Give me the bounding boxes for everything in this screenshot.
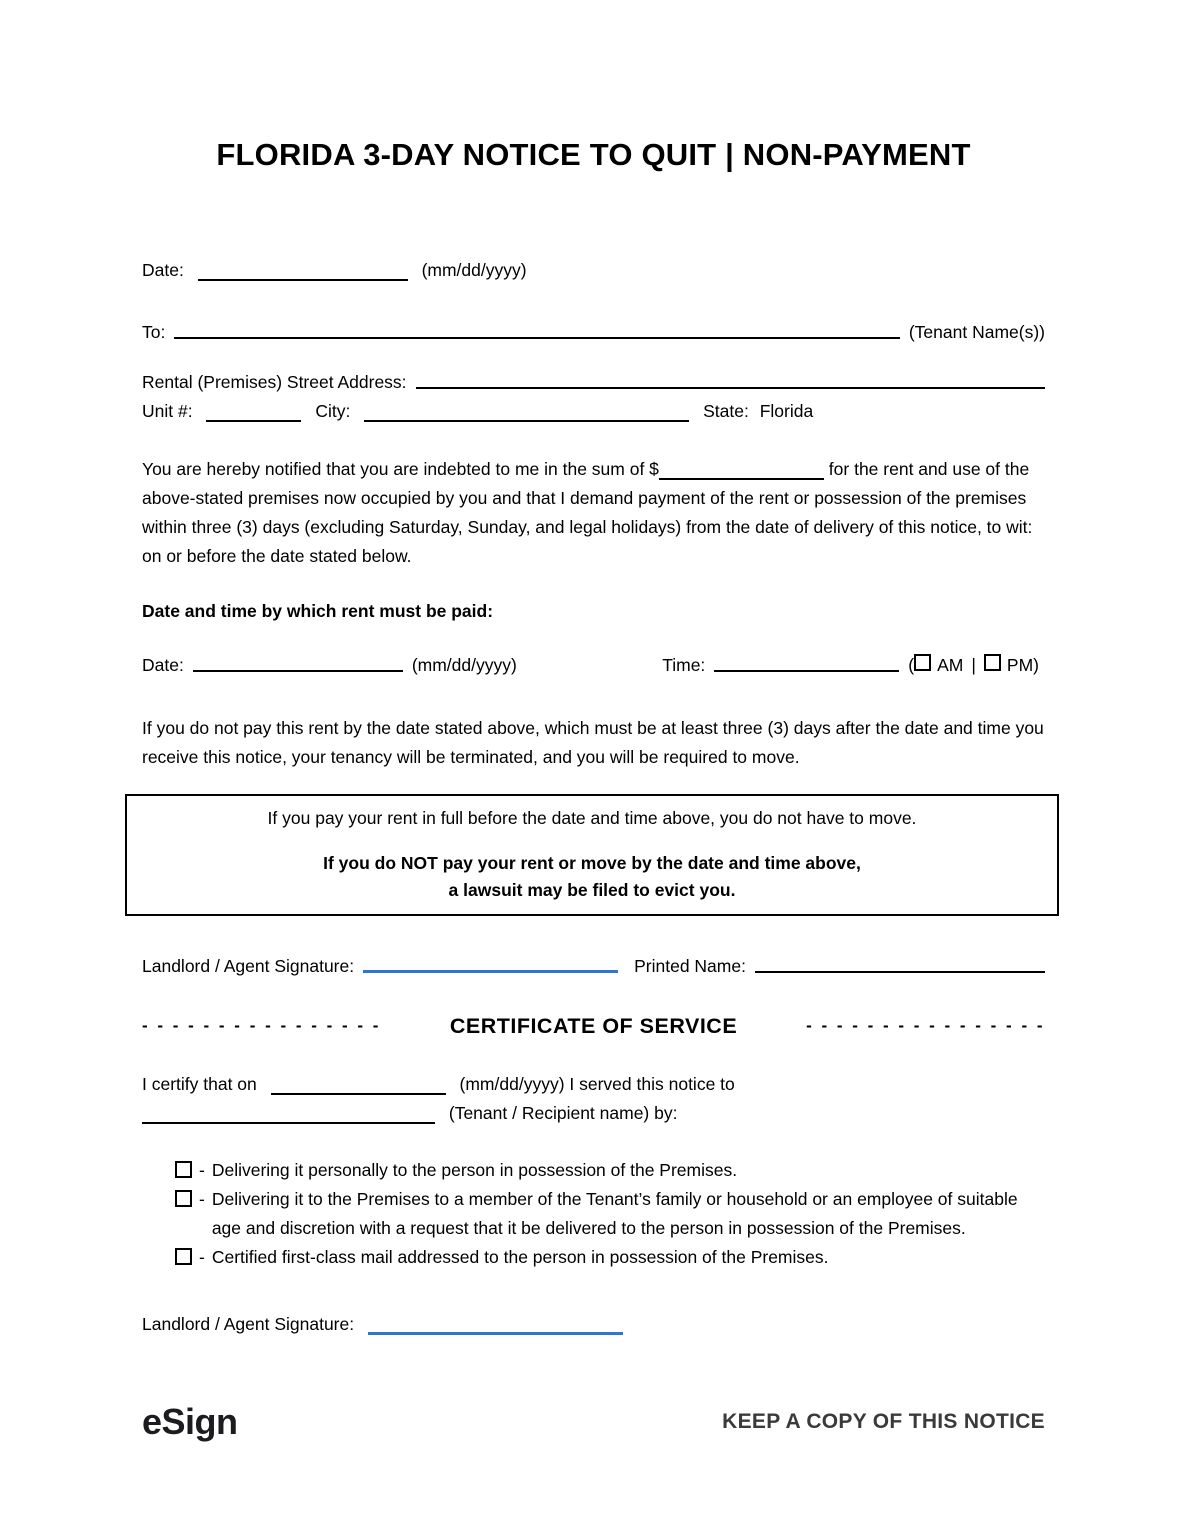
final-landlord-signature-label: Landlord / Agent Signature:: [142, 1314, 355, 1334]
rent-due-time-group: [662, 651, 1039, 680]
ampm-pipe: |: [971, 655, 976, 675]
cos-title: CERTIFICATE OF SERVICE: [449, 1014, 738, 1038]
warning-line-3: a lawsuit may be filed to evict you.: [448, 880, 736, 900]
rent-due-time-input-line[interactable]: [714, 670, 899, 672]
service-method-item-personal: [175, 1156, 1045, 1185]
certify-text-middle: (mm/dd/yyyy) I served this notice to: [459, 1074, 735, 1094]
pm-label: PM: [1006, 655, 1034, 675]
service-method-text: Delivering it personally to the person in possession of the Premises.: [211, 1160, 738, 1180]
to-row: [142, 318, 1045, 347]
indebted-text-before: You are hereby notified that you are indebted to me in the sum of $: [142, 459, 659, 479]
pm-checkbox[interactable]: [984, 654, 1001, 671]
state-label: State:: [703, 401, 749, 421]
ampm-close-paren: ): [1033, 655, 1039, 675]
date-row: [142, 256, 1045, 285]
ampm-open-paren: (: [908, 655, 915, 675]
state-value: Florida: [759, 401, 814, 421]
certify-date-input-line[interactable]: [271, 1081, 446, 1095]
cos-dashes-left: - - - - - - - - - - - - - - - -: [142, 1016, 381, 1035]
service-method-text: Delivering it to the Premises to a member of the Tenant’s family or household or an employee of suitable age and discretion with a request that it be delivered to the person in possession of the Premises.: [211, 1189, 1018, 1238]
rental-address-label: Rental (Premises) Street Address:: [142, 372, 407, 392]
unit-label: Unit #:: [142, 401, 193, 421]
service-method-item-mail: [175, 1243, 1045, 1272]
date-input-line[interactable]: [198, 267, 408, 281]
cos-dashes-right: - - - - - - - - - - - - - - - -: [806, 1016, 1045, 1035]
date-format-hint: (mm/dd/yyyy): [421, 260, 527, 280]
certify-recipient-input-line[interactable]: [142, 1110, 435, 1124]
city-input-line[interactable]: [364, 408, 689, 422]
service-method-list: [142, 1156, 1045, 1272]
keep-copy-notice: KEEP A COPY OF THIS NOTICE: [722, 1410, 1045, 1433]
landlord-signature-line[interactable]: [363, 970, 618, 973]
final-landlord-signature-line[interactable]: [368, 1320, 623, 1335]
date-label: Date:: [142, 260, 184, 280]
indebted-paragraph: [142, 455, 1045, 571]
final-signature-row: [142, 1310, 1045, 1339]
certify-paragraph: [142, 1070, 1045, 1128]
certify-text-before: I certify that on: [142, 1074, 257, 1094]
rent-due-date-group: [142, 651, 517, 680]
page-title: FLORIDA 3-DAY NOTICE TO QUIT | NON-PAYMENT: [216, 137, 971, 172]
service-method-item-household: [175, 1185, 1045, 1243]
printed-name-label: Printed Name:: [634, 956, 746, 976]
signature-row: [142, 952, 1045, 981]
bullet-dash: -: [199, 1247, 205, 1267]
to-label: To:: [142, 322, 166, 342]
warning-line-1: If you pay your rent in full before the date and time above, you do not have to move.: [267, 808, 917, 828]
warning-line-2: If you do NOT pay your rent or move by the date and time above,: [323, 853, 861, 873]
am-label: AM: [937, 655, 964, 675]
unit-input-line[interactable]: [206, 408, 301, 422]
page-footer: [142, 1401, 1045, 1443]
tenant-names-label: (Tenant Name(s)): [908, 322, 1045, 342]
rent-due-date-input-line[interactable]: [193, 670, 403, 672]
tenant-name-input-line[interactable]: [174, 337, 899, 339]
rental-address-row: [142, 368, 1045, 397]
city-label: City:: [315, 401, 351, 421]
household-delivery-checkbox[interactable]: [175, 1190, 192, 1207]
rent-due-time-label: Time:: [662, 655, 706, 675]
rent-due-datetime-row: [142, 651, 1045, 680]
unit-city-state-row: [142, 397, 1045, 426]
esign-logo: eSign: [142, 1401, 238, 1442]
rent-due-date-format: (mm/dd/yyyy): [411, 655, 517, 675]
indebted-text-after: for the rent and use of the above-stated premises now occupied by you and that I demand payment of the rent or possession of the premises within three (3) days (excluding Saturday, Sunday, and legal holidays) from the date of delivery of this notice, to wit: on or before the date stated below.: [142, 459, 1033, 566]
rent-due-heading: Date and time by which rent must be paid:: [142, 601, 494, 621]
bullet-dash: -: [199, 1189, 205, 1209]
certify-text-after: (Tenant / Recipient name) by:: [448, 1103, 678, 1123]
termination-paragraph: If you do not pay this rent by the date stated above, which must be at least three (3) days after the date and time you receive this notice, your tenancy will be terminated, and you will be required to move.: [142, 718, 1044, 767]
warning-box: [125, 794, 1059, 916]
service-method-text: Certified first-class mail addressed to the person in possession of the Premises.: [211, 1247, 829, 1267]
personal-delivery-checkbox[interactable]: [175, 1161, 192, 1178]
amount-input-line[interactable]: [659, 466, 824, 480]
rental-address-input-line[interactable]: [416, 387, 1045, 389]
landlord-signature-label: Landlord / Agent Signature:: [142, 956, 355, 976]
am-checkbox[interactable]: [914, 654, 931, 671]
rent-due-date-label: Date:: [142, 655, 184, 675]
bullet-dash: -: [199, 1160, 205, 1180]
printed-name-input-line[interactable]: [755, 971, 1045, 973]
certified-mail-checkbox[interactable]: [175, 1248, 192, 1265]
certificate-of-service-header: [142, 1011, 1045, 1041]
